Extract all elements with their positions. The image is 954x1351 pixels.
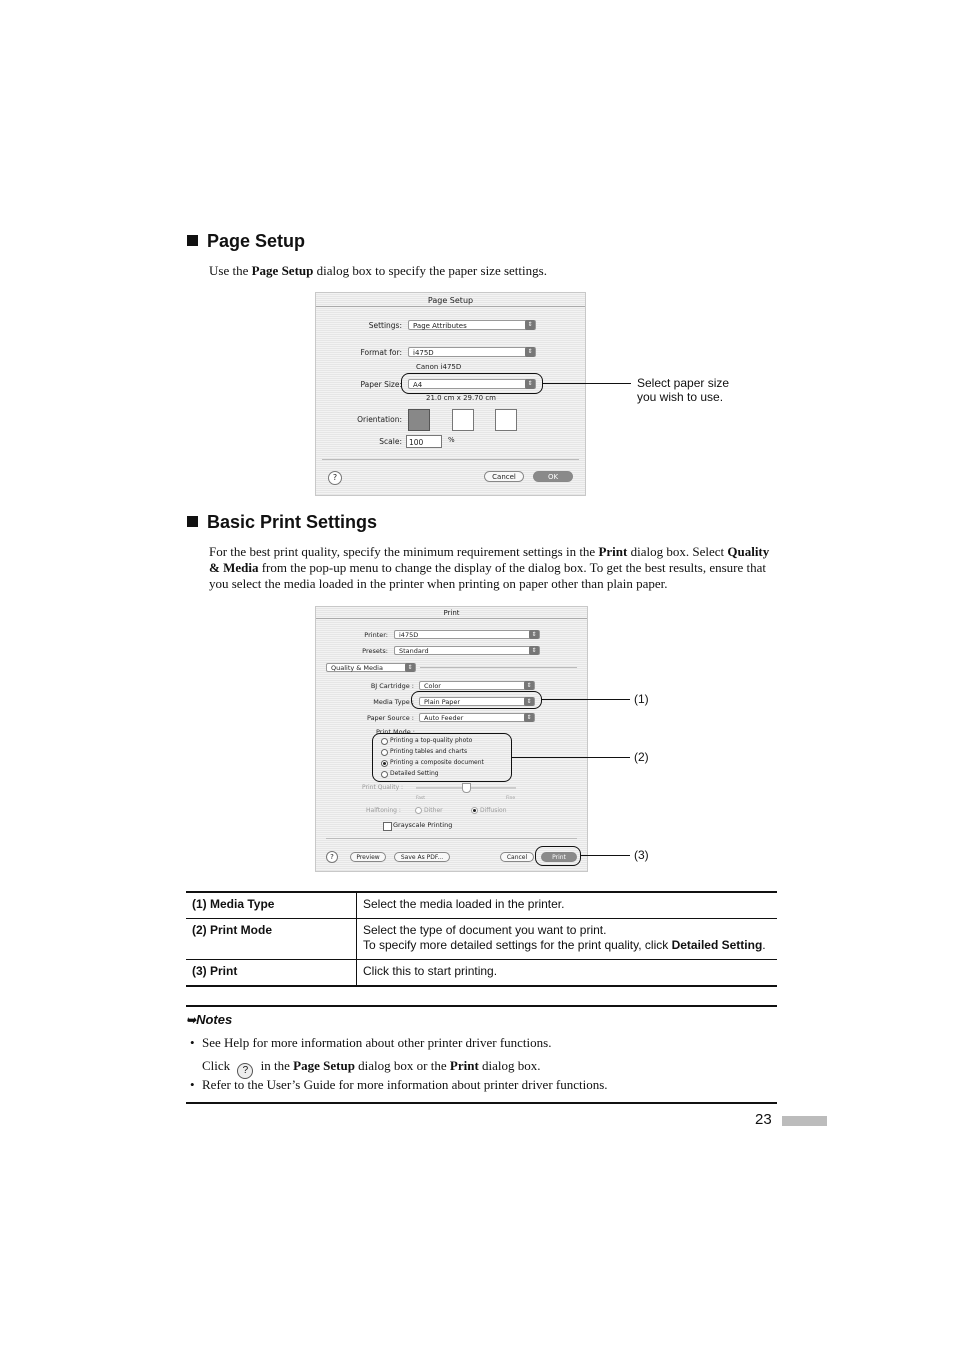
notes-top-rule — [186, 1005, 777, 1007]
scale-label: Scale: — [379, 437, 402, 446]
note-bullet-1-line2: Click ? in the Page Setup dialog box or the Print dialog box. — [202, 1058, 541, 1079]
format-label: Format for: — [360, 348, 402, 357]
callout-leader-line — [581, 855, 630, 856]
halftoning-label: Halftoning : — [366, 807, 401, 814]
bj-cartridge-popup[interactable]: Color ⇕ — [419, 681, 535, 690]
mode-option-label: Detailed Setting — [390, 770, 439, 777]
orientation-label: Orientation: — [357, 415, 402, 424]
table-term: (1) Media Type — [186, 892, 357, 919]
landscape-orientation-icon[interactable] — [452, 409, 474, 431]
callout-leader-line — [542, 699, 630, 700]
notes-heading: ➥Notes — [186, 1012, 233, 1027]
dither-label: Dither — [424, 807, 443, 814]
popup-arrows-icon: ⇕ — [529, 630, 539, 639]
popup-arrows-icon: ⇕ — [525, 347, 535, 357]
page-number: 23 — [755, 1111, 772, 1128]
print-mode-label: Print Mode : — [376, 728, 415, 736]
panel-popup[interactable]: Quality & Media ⇕ — [326, 663, 416, 672]
dither-radio[interactable] — [415, 807, 422, 814]
print-button[interactable]: Print — [541, 852, 577, 862]
notes-bottom-rule — [186, 1102, 777, 1104]
print-quality-label: Print Quality : — [362, 784, 404, 791]
table-row — [186, 919, 777, 960]
printer-label: Printer: — [364, 631, 388, 639]
section-heading-page-setup: Page Setup — [187, 231, 305, 252]
paper-size-callout-highlight — [401, 373, 543, 394]
preview-button[interactable]: Preview — [350, 852, 386, 862]
printer-popup[interactable]: i475D ⇕ — [394, 630, 540, 639]
page-setup-intro: Use the Page Setup dialog box to specify the paper size settings. — [209, 263, 547, 278]
mode-option-label: Printing tables and charts — [390, 748, 468, 755]
ok-button[interactable]: OK — [533, 471, 573, 482]
dialog-title: Print — [443, 609, 460, 617]
print-mode-callout-highlight — [372, 733, 512, 782]
fast-label: Fast — [416, 796, 426, 801]
popup-arrows-icon: ⇕ — [525, 320, 535, 330]
table-row — [186, 892, 777, 919]
paper-dimensions: 21.0 cm x 29.70 cm — [426, 394, 497, 402]
table-desc: Select the media loaded in the printer. — [363, 897, 565, 911]
paper-size-label: Paper Size: — [360, 380, 402, 389]
table-row — [186, 960, 777, 987]
popup-arrows-icon: ⇕ — [405, 663, 415, 672]
settings-popup[interactable]: Page Attributes ⇕ — [408, 320, 536, 330]
table-term: (3) Print — [186, 960, 357, 987]
square-bullet-icon — [187, 516, 198, 527]
page-tab-marker — [782, 1116, 827, 1126]
table-desc: Click this to start printing. — [363, 964, 498, 978]
popup-arrows-icon: ⇕ — [524, 713, 534, 722]
diffusion-label: Diffusion — [480, 807, 507, 814]
popup-arrows-icon: ⇕ — [529, 646, 539, 655]
reverse-landscape-orientation-icon[interactable] — [495, 409, 517, 431]
popup-arrows-icon: ⇕ — [524, 681, 534, 690]
table-term: (2) Print Mode — [186, 919, 357, 960]
print-button-callout-highlight — [535, 846, 581, 866]
slider-thumb[interactable] — [462, 783, 471, 793]
format-popup[interactable]: i475D ⇕ — [408, 347, 536, 357]
callout-leader-line — [512, 757, 630, 758]
arrow-icon: ➥ — [186, 1013, 197, 1027]
section-heading-basic-print: Basic Print Settings — [187, 512, 377, 533]
portrait-orientation-icon[interactable] — [408, 409, 430, 431]
settings-label: Settings: — [368, 321, 402, 330]
paper-size-callout-text: Select paper size you wish to use. — [637, 376, 730, 404]
help-icon[interactable]: ? — [328, 471, 342, 485]
presets-label: Presets: — [362, 647, 388, 655]
diffusion-radio[interactable] — [471, 807, 478, 814]
paper-size-popup[interactable]: A4 ⇕ — [408, 379, 536, 389]
bj-cartridge-label: BJ Cartridge : — [370, 682, 414, 690]
mode-option-label: Printing a composite document — [390, 759, 484, 766]
note-bullet-2: • Refer to the User’s Guide for more information about printer driver functions. — [190, 1077, 608, 1092]
paper-source-label: Paper Source : — [366, 714, 414, 722]
callout-3-label: (3) — [634, 848, 649, 862]
page-setup-dialog — [315, 292, 586, 496]
help-icon: ? — [237, 1063, 253, 1079]
mode-option-label: Printing a top-quality photo — [390, 737, 473, 744]
paper-source-popup[interactable]: Auto Feeder ⇕ — [419, 713, 535, 722]
fine-label: Fine — [506, 796, 516, 801]
table-desc: Select the type of document you want to print. To specify more detailed settings for the print quality, click Detailed Setting. — [363, 923, 766, 952]
note-bullet-1: • See Help for more information about other printer driver functions. — [190, 1035, 552, 1050]
square-bullet-icon — [187, 235, 198, 246]
popup-arrows-icon: ⇕ — [524, 697, 534, 706]
media-type-callout-highlight — [411, 691, 542, 709]
media-type-popup[interactable]: Plain Paper ⇕ — [419, 697, 535, 706]
settings-table — [186, 891, 777, 987]
callout-2-label: (2) — [634, 750, 649, 764]
scale-input[interactable]: 100 — [406, 435, 442, 448]
scale-unit: % — [448, 436, 455, 444]
callout-leader-line — [543, 383, 631, 384]
cancel-button[interactable]: Cancel — [500, 852, 534, 862]
help-icon[interactable]: ? — [326, 851, 338, 863]
save-as-pdf-button[interactable]: Save As PDF... — [394, 852, 450, 862]
popup-arrows-icon: ⇕ — [525, 379, 535, 389]
dialog-title: Page Setup — [427, 296, 474, 305]
presets-popup[interactable]: Standard ⇕ — [394, 646, 540, 655]
media-type-label: Media Type : — [373, 698, 414, 706]
callout-1-label: (1) — [634, 692, 649, 706]
grayscale-checkbox[interactable] — [383, 822, 392, 831]
grayscale-label: Grayscale Printing — [393, 821, 453, 829]
cancel-button[interactable]: Cancel — [484, 471, 524, 482]
format-printer-name: Canon i475D — [416, 363, 462, 371]
basic-print-intro: For the best print quality, specify the minimum requirement settings in the Print dialog box. Select Quality & Media from the pop-up menu to change the display of the dialog box. To get the best results, ensure that you select the media loaded in the printer when printing on paper other than plain paper. — [209, 544, 770, 591]
